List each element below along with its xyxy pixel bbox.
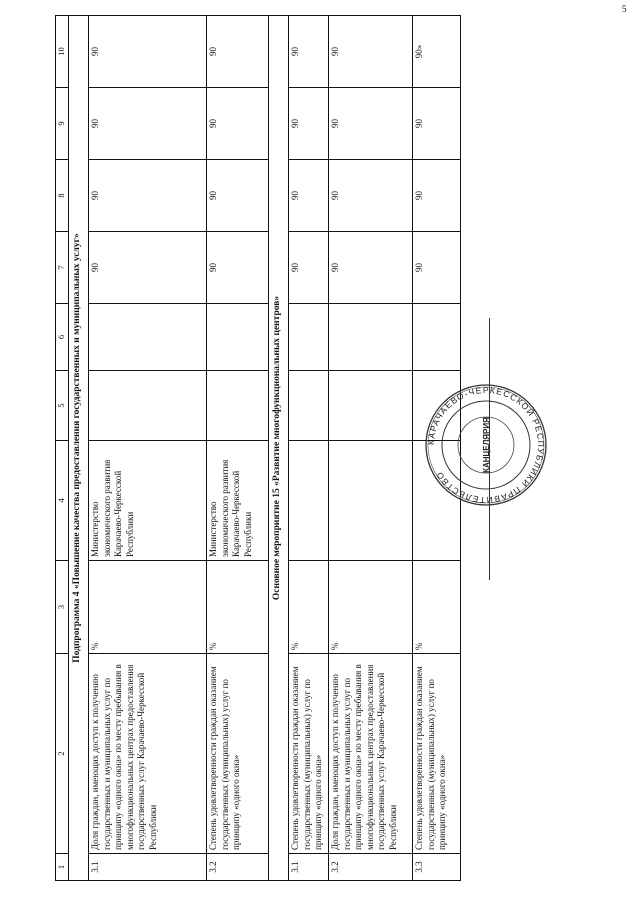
value-cell <box>89 304 207 371</box>
indicator-name: Доля граждан, имеющих доступ к получению государственных и муниципальных услуг по принципу «одного окна» по месту пребывания в многофункциональных центрах предоставления государственных услуг Карачаево-Черкесской Республики <box>329 654 413 854</box>
value-cell: 90 <box>413 160 461 232</box>
unit-cell: % <box>329 561 413 654</box>
value-cell <box>207 371 269 441</box>
row-number: 3.2 <box>207 854 269 881</box>
value-cell: 90 <box>289 232 329 304</box>
table-row <box>207 16 269 881</box>
responsible-org: Министерство экономического развития Карачаево-Черкесской Республики <box>89 441 207 561</box>
value-cell: 90 <box>207 232 269 304</box>
value-cell <box>329 304 413 371</box>
header-cell: 4 <box>56 441 69 561</box>
value-cell <box>329 371 413 441</box>
value-cell: 90 <box>89 88 207 160</box>
unit-cell: % <box>207 561 269 654</box>
value-cell: 90 <box>413 232 461 304</box>
indicator-name: Доля граждан, имеющих доступ к получению государственных и муниципальных услуг по принципу «одного окна» по месту пребывания в многофункциональных центрах предоставления государственных услуг Карачаево-Черкесской Республики <box>89 654 207 854</box>
subprogram-heading: Подпрограмма 4 «Повышение качества предоставления государственных и муниципальных услуг» <box>69 16 89 881</box>
section-heading-row <box>269 16 289 881</box>
value-cell: 90 <box>89 160 207 232</box>
value-cell: 90 <box>329 88 413 160</box>
indicator-name: Степень удовлетворенности граждан оказанием государственных (муниципальных) услуг по принципу «одного окна» <box>289 654 329 854</box>
header-cell: 1 <box>56 854 69 881</box>
header-cell: 5 <box>56 371 69 441</box>
header-cell: 3 <box>56 561 69 654</box>
stamp-ring-text: КАРАЧАЕВО-ЧЕРКЕССКОЙ РЕСПУБЛИКИ ПРАВИТЕЛЬСТВО <box>425 384 547 506</box>
responsible-org <box>289 441 329 561</box>
value-cell: 90 <box>289 16 329 88</box>
table-row <box>329 16 413 881</box>
value-cell: 90 <box>207 160 269 232</box>
value-cell: 90 <box>207 88 269 160</box>
row-number: 3.1 <box>89 854 207 881</box>
indicator-name: Степень удовлетворенности граждан оказанием государственных (муниципальных) услуг по принципу «одного окна» <box>413 654 461 854</box>
header-cell: 8 <box>56 160 69 232</box>
value-cell: 90 <box>413 88 461 160</box>
header-cell: 2 <box>56 654 69 854</box>
value-cell: 90» <box>413 16 461 88</box>
section-heading-row <box>69 16 89 881</box>
value-cell <box>207 304 269 371</box>
unit-cell: % <box>289 561 329 654</box>
row-number: 3.3 <box>413 854 461 881</box>
value-cell <box>89 371 207 441</box>
indicator-name: Степень удовлетворенности граждан оказанием государственных (муниципальных) услуг по принципу «одного окна» <box>207 654 269 854</box>
table-row <box>89 16 207 881</box>
indicators-table <box>55 15 461 881</box>
value-cell: 90 <box>289 160 329 232</box>
main-activity-heading: Основное мероприятие 15 «Развитие многофункциональных центров» <box>269 16 289 881</box>
table-row <box>289 16 329 881</box>
value-cell: 90 <box>329 160 413 232</box>
value-cell: 90 <box>207 16 269 88</box>
official-stamp <box>423 382 549 508</box>
header-cell: 10 <box>56 16 69 88</box>
value-cell: 90 <box>89 232 207 304</box>
unit-cell: % <box>89 561 207 654</box>
responsible-org: Министерство экономического развития Карачаево-Черкесской Республики <box>207 441 269 561</box>
value-cell: 90 <box>289 88 329 160</box>
value-cell: 90 <box>329 232 413 304</box>
value-cell: 90 <box>89 16 207 88</box>
header-cell: 7 <box>56 232 69 304</box>
responsible-org <box>329 441 413 561</box>
unit-cell: % <box>413 561 461 654</box>
value-cell <box>413 304 461 371</box>
page-number: 5 <box>622 4 627 14</box>
header-row <box>56 16 69 881</box>
value-cell <box>289 371 329 441</box>
value-cell <box>289 304 329 371</box>
stamp-center-text: КАНЦЕЛЯРИЯ <box>482 417 491 473</box>
value-cell: 90 <box>329 16 413 88</box>
row-number: 3.2 <box>329 854 413 881</box>
header-cell: 6 <box>56 304 69 371</box>
header-cell: 9 <box>56 88 69 160</box>
row-number: 3.1 <box>289 854 329 881</box>
